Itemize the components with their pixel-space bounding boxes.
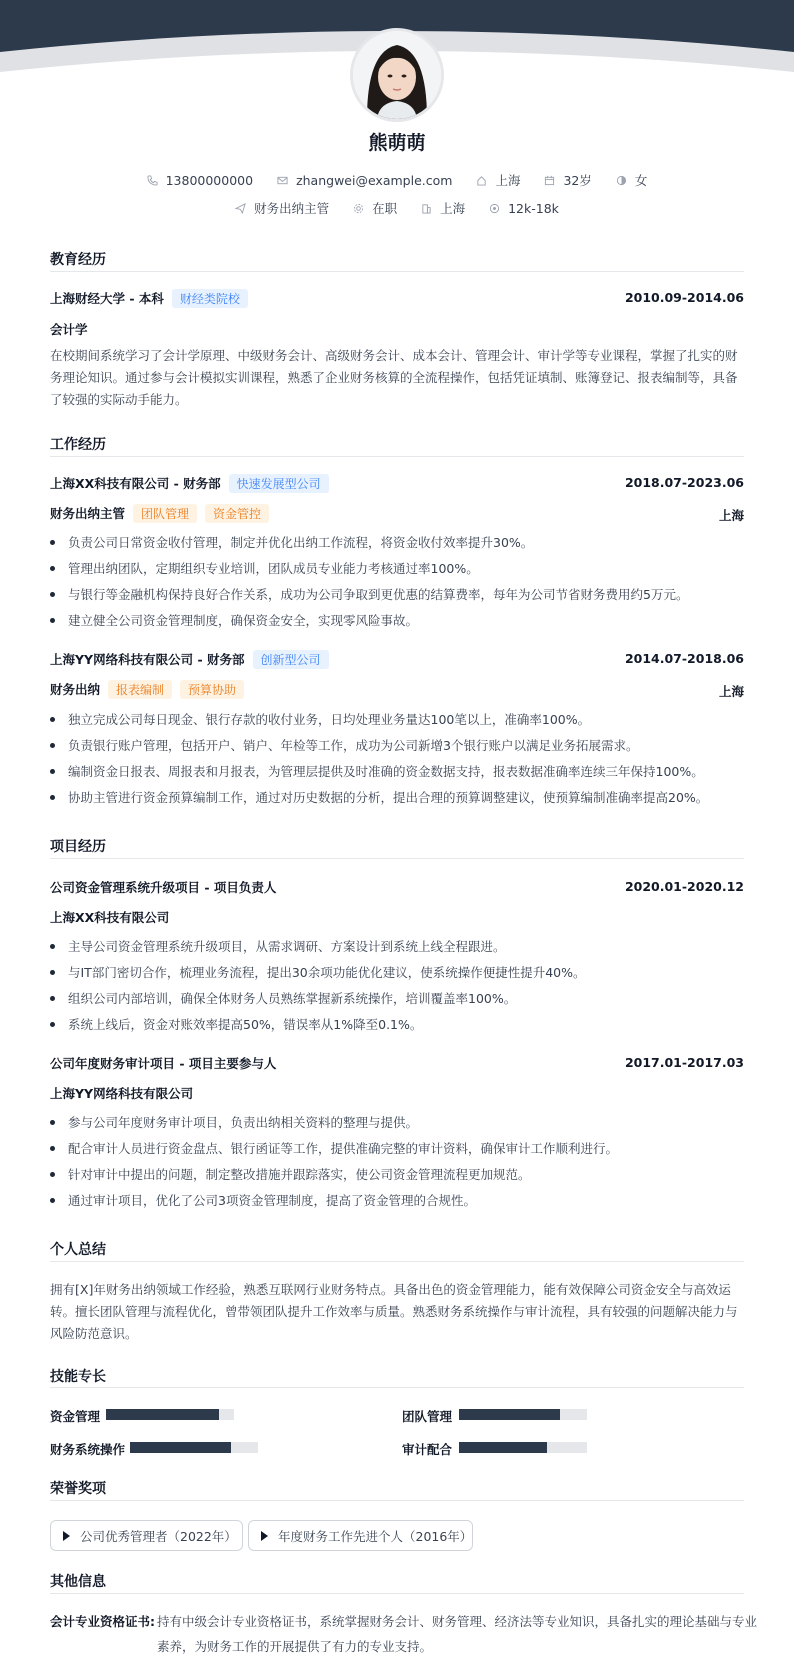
section-divider bbox=[50, 1500, 744, 1501]
company-tag: 快速发展型公司 bbox=[229, 474, 329, 493]
list-item: 负责公司日常资金收付管理，制定并优化出纳工作流程，将资金收付效率提升30%。 bbox=[50, 533, 533, 551]
education-date: 2010.09-2014.06 bbox=[624, 290, 744, 305]
section-divider bbox=[50, 271, 744, 272]
project-date: 2020.01-2020.12 bbox=[624, 879, 744, 894]
job-company: 上海YY网络科技有限公司 - 财务部 bbox=[50, 652, 245, 667]
list-item: 负责银行账户管理，包括开户、销户、年检等工作，成功为公司新增3个银行账户以满足业务拓展需求。 bbox=[50, 736, 638, 754]
salary-text: 12k-18k bbox=[508, 200, 559, 216]
section-title-work: 工作经历 bbox=[50, 437, 106, 453]
location-text: 上海 bbox=[495, 173, 521, 188]
target-city-text: 上海 bbox=[440, 201, 466, 216]
skill-bar-fill bbox=[459, 1409, 560, 1420]
skill-name: 团队管理 bbox=[402, 1409, 453, 1424]
list-item: 组织公司内部培训，确保全体财务人员熟练掌握新系统操作，培训覆盖率100%。 bbox=[50, 989, 516, 1007]
age-item bbox=[544, 171, 591, 189]
job-role: 财务出纳 bbox=[50, 682, 101, 697]
certificate-label: 会计专业资格证书: bbox=[50, 1614, 155, 1629]
phone-text: 13800000000 bbox=[165, 172, 254, 188]
phone-icon bbox=[147, 175, 158, 186]
project-company: 上海YY网络科技有限公司 bbox=[50, 1086, 194, 1101]
skill-bar bbox=[459, 1409, 587, 1420]
education-header bbox=[50, 289, 248, 308]
send-icon bbox=[235, 203, 246, 214]
skill-tag: 资金管控 bbox=[205, 504, 269, 523]
award-label: 年度财务工作先进个人（2016年） bbox=[278, 1528, 473, 1544]
location-item bbox=[476, 171, 520, 189]
company-tag: 创新型公司 bbox=[253, 650, 329, 669]
skill-bar bbox=[459, 1442, 587, 1453]
award-chip[interactable] bbox=[50, 1520, 243, 1551]
list-item: 系统上线后，资金对账效率提高50%，错误率从1%降至0.1%。 bbox=[50, 1015, 422, 1033]
job-target-item bbox=[235, 199, 329, 217]
job-city: 上海 bbox=[718, 684, 744, 699]
email-text: zhangwei@example.com bbox=[296, 172, 453, 188]
project-date: 2017.01-2017.03 bbox=[624, 1055, 744, 1070]
skill-name: 审计配合 bbox=[402, 1442, 453, 1457]
list-item: 建立健全公司资金管理制度，确保资金安全，实现零风险事故。 bbox=[50, 611, 418, 629]
job-role: 财务出纳主管 bbox=[50, 506, 126, 521]
skill-bar bbox=[130, 1442, 258, 1453]
list-item: 与银行等金融机构保持良好合作关系，成功为公司争取到更优惠的结算费率，每年为公司节省财务费用约5万元。 bbox=[50, 585, 688, 603]
salary-item bbox=[489, 201, 559, 216]
status-item bbox=[353, 199, 397, 217]
avatar bbox=[350, 28, 444, 122]
skill-name: 财务系统操作 bbox=[50, 1442, 126, 1457]
school-name: 上海财经大学 - 本科 bbox=[50, 291, 164, 306]
summary-text: 拥有[X]年财务出纳领域工作经验，熟悉互联网行业财务特点。具备出色的资金管理能力，能有效保障公司资金安全与高效运转。擅长团队管理与流程优化，曾带领团队提升工作效率与质量。熟悉财务系统操作与审计流程，具有较强的问题解决能力与风险防范意识。 bbox=[50, 1282, 738, 1341]
education-description: 在校期间系统学习了会计学原理、中级财务会计、高级财务会计、成本会计、管理会计、审计学等专业课程，掌握了扎实的财务理论知识。通过参与会计模拟实训课程，熟悉了企业财务核算的全流程操作，包括凭证填制、账簿登记、报表编制等，具备了较强的实际动手能力。 bbox=[50, 348, 738, 407]
list-item: 管理出纳团队，定期组织专业培训，团队成员专业能力考核通过率100%。 bbox=[50, 559, 479, 577]
list-item: 编制资金日报表、周报表和月报表，为管理层提供及时准确的资金数据支持，报表数据准确率连续三年保持100%。 bbox=[50, 762, 704, 780]
status-text: 在职 bbox=[372, 201, 398, 216]
job-header bbox=[50, 650, 329, 669]
list-item: 主导公司资金管理系统升级项目，从需求调研、方案设计到系统上线全程跟进。 bbox=[50, 937, 506, 955]
skill-name: 资金管理 bbox=[50, 1409, 101, 1424]
job-date: 2014.07-2018.06 bbox=[624, 651, 744, 666]
skill-bar-fill bbox=[130, 1442, 231, 1453]
project-name: 公司年度财务审计项目 - 项目主要参与人 bbox=[50, 1056, 277, 1071]
section-divider bbox=[50, 858, 744, 859]
section-title-summary: 个人总结 bbox=[50, 1242, 106, 1258]
section-divider bbox=[50, 1387, 744, 1388]
list-item: 通过审计项目，优化了公司3项资金管理制度，提高了资金管理的合规性。 bbox=[50, 1191, 476, 1209]
list-item: 参与公司年度财务审计项目，负责出纳相关资料的整理与提供。 bbox=[50, 1113, 418, 1131]
award-chip[interactable] bbox=[248, 1520, 473, 1551]
certificate-text-line2: 素养，为财务工作的开展提供了有力的专业支持。 bbox=[157, 1639, 433, 1654]
contact-row bbox=[0, 171, 794, 189]
section-title-awards: 荣誉奖项 bbox=[50, 1481, 106, 1497]
candidate-name: 熊萌萌 bbox=[368, 132, 426, 154]
job-header bbox=[50, 474, 329, 493]
building-icon bbox=[421, 203, 432, 214]
list-item: 配合审计人员进行资金盘点、银行函证等工作，提供准确完整的审计资料，确保审计工作顺利进行。 bbox=[50, 1139, 618, 1157]
education-major: 会计学 bbox=[50, 322, 88, 337]
gear-icon bbox=[353, 203, 364, 214]
gender-item bbox=[616, 171, 648, 189]
award-label: 公司优秀管理者（2022年） bbox=[80, 1528, 237, 1544]
job-date: 2018.07-2023.06 bbox=[624, 475, 744, 490]
project-name: 公司资金管理系统升级项目 - 项目负责人 bbox=[50, 880, 277, 895]
calendar-icon bbox=[544, 175, 555, 186]
target-city-item bbox=[421, 199, 465, 217]
phone-item bbox=[147, 173, 253, 188]
gender-text: 女 bbox=[634, 173, 648, 188]
home-icon bbox=[476, 175, 487, 186]
list-item: 与IT部门密切合作，梳理业务流程，提出30余项功能优化建议，使系统操作便捷性提升40%。 bbox=[50, 963, 586, 981]
skill-tag: 报表编制 bbox=[108, 680, 172, 699]
skill-bar bbox=[106, 1409, 234, 1420]
job-city: 上海 bbox=[718, 508, 744, 523]
coin-icon bbox=[489, 203, 500, 214]
triangle-right-icon bbox=[261, 1531, 268, 1541]
age-text: 32岁 bbox=[563, 173, 592, 188]
section-title-projects: 项目经历 bbox=[50, 839, 106, 855]
list-item: 协助主管进行资金预算编制工作，通过对历史数据的分析，提出合理的预算调整建议，使预算编制准确率提高20%。 bbox=[50, 788, 708, 806]
section-title-skills: 技能专长 bbox=[50, 1369, 106, 1385]
mail-icon bbox=[277, 175, 288, 186]
job-role-row bbox=[50, 680, 244, 699]
skill-tag: 团队管理 bbox=[133, 504, 197, 523]
skill-bar-fill bbox=[106, 1409, 219, 1420]
skill-tag: 预算协助 bbox=[180, 680, 244, 699]
school-tag: 财经类院校 bbox=[172, 289, 248, 308]
list-item: 独立完成公司每日现金、银行存款的收付业务，日均处理业务量达100笔以上，准确率100%。 bbox=[50, 710, 590, 728]
skill-bar-fill bbox=[459, 1442, 547, 1453]
project-company: 上海XX科技有限公司 bbox=[50, 910, 170, 925]
email-item bbox=[277, 173, 452, 188]
list-item: 针对审计中提出的问题，制定整改措施并跟踪落实，使公司资金管理流程更加规范。 bbox=[50, 1165, 531, 1183]
certificate-text-line1: 持有中级会计专业资格证书，系统掌握财务会计、财务管理、经济法等专业知识，具备扎实的理论基础与专业 bbox=[157, 1614, 758, 1629]
gender-icon bbox=[616, 175, 627, 186]
triangle-right-icon bbox=[63, 1531, 70, 1541]
section-title-education: 教育经历 bbox=[50, 252, 106, 268]
job-role-row bbox=[50, 504, 269, 523]
section-divider bbox=[50, 456, 744, 457]
job-intent-row bbox=[0, 199, 794, 217]
section-title-other: 其他信息 bbox=[50, 1574, 106, 1590]
job-company: 上海XX科技有限公司 - 财务部 bbox=[50, 476, 221, 491]
section-divider bbox=[50, 1593, 744, 1594]
section-divider bbox=[50, 1261, 744, 1262]
job-target-text: 财务出纳主管 bbox=[254, 201, 330, 216]
